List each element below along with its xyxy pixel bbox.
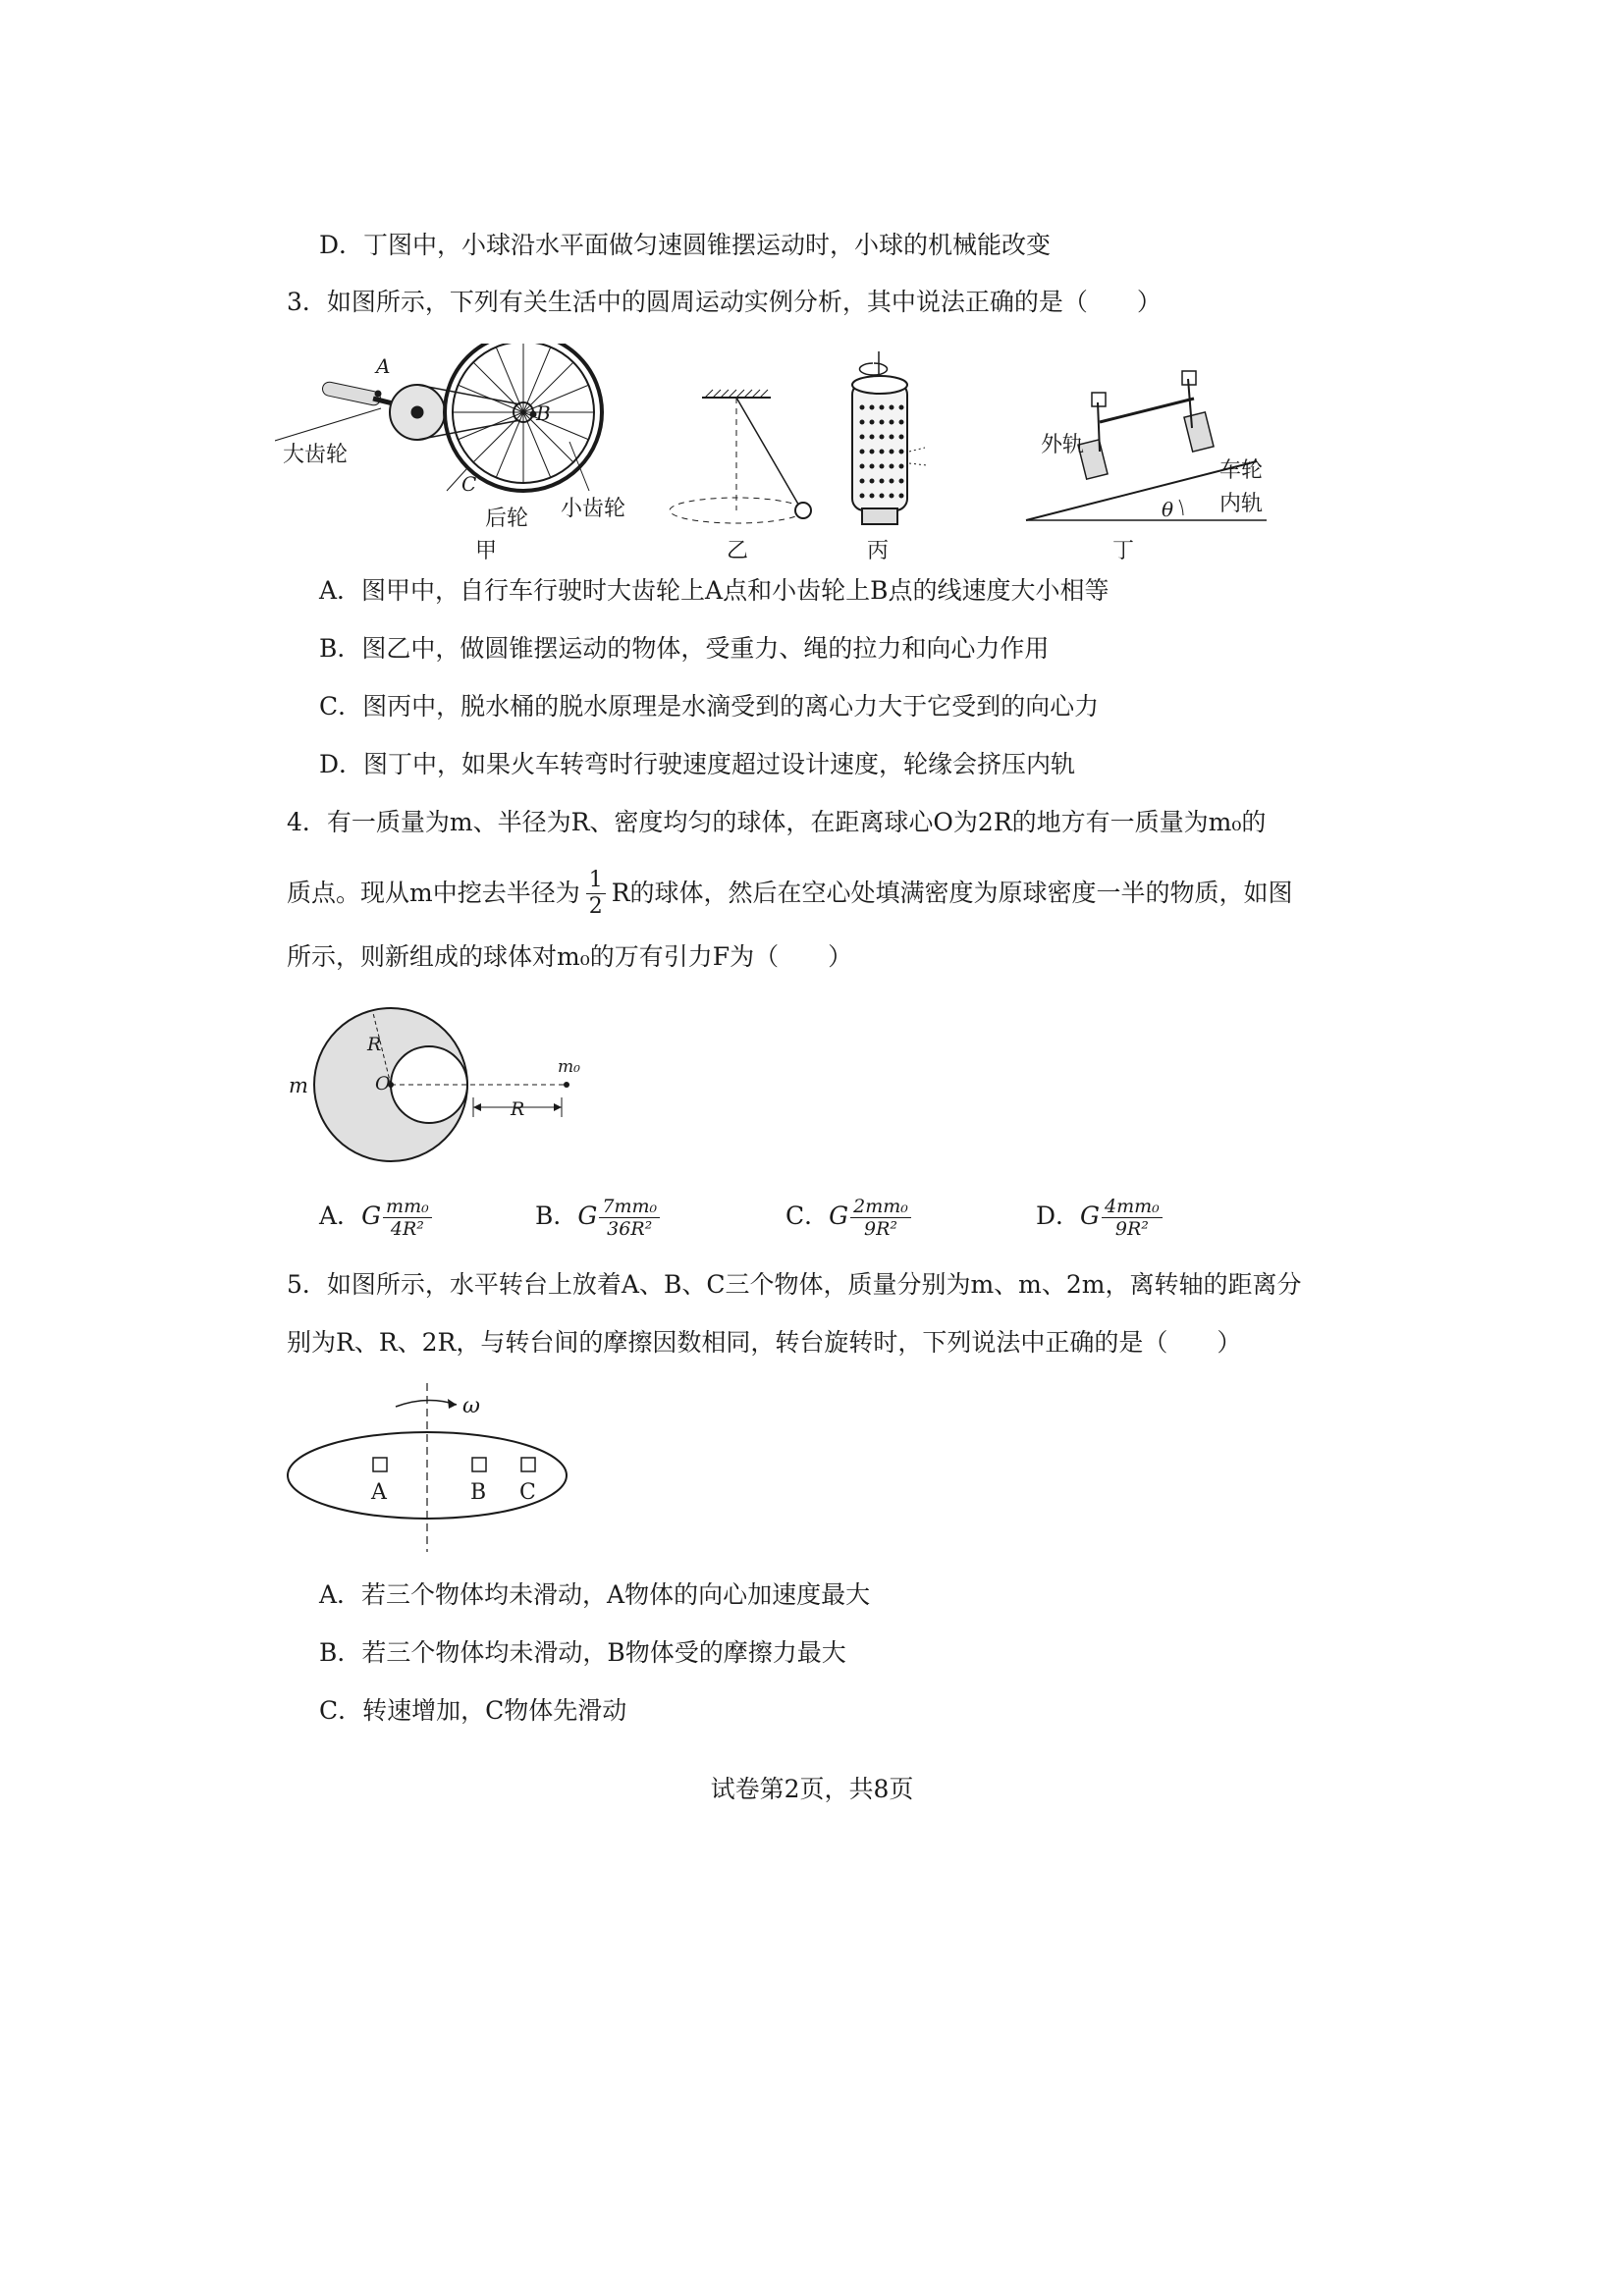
caption-bing: 丙 xyxy=(867,539,890,563)
fraction-numerator: 2mm₀ xyxy=(850,1196,911,1218)
q4-option-d xyxy=(1036,1196,1164,1240)
q4-sphere-figure xyxy=(285,991,599,1168)
label-inner-rail: 内轨 xyxy=(1219,492,1264,516)
option-fraction xyxy=(850,1196,911,1240)
q3-figure xyxy=(275,344,1276,569)
q4-fraction-half xyxy=(586,868,606,920)
option-g: G xyxy=(829,1201,849,1230)
label-object-b: B xyxy=(470,1480,487,1505)
q5-option-b: B．若三个物体均未滑动，B物体受的摩擦力最大 xyxy=(319,1638,846,1667)
bicycle-diagram xyxy=(275,344,602,491)
q4-stem-line2 xyxy=(287,864,1293,923)
q4-stem-line1: 4．有一质量为m、半径为R、密度均匀的球体，在距离球心O为2R的地方有一质量为m₀的 xyxy=(287,808,1267,836)
q5-option-c: C．转速增加，C物体先滑动 xyxy=(319,1696,627,1725)
label-rear-wheel: 后轮 xyxy=(485,507,529,531)
q3-option-c: C．图丙中，脱水桶的脱水原理是水滴受到的离心力大于它受到的向心力 xyxy=(319,692,1100,721)
label-omega: ω xyxy=(462,1394,480,1418)
spin-dryer-diagram xyxy=(852,351,927,524)
fraction-numerator: mm₀ xyxy=(383,1196,432,1218)
q5-turntable-figure xyxy=(280,1379,584,1556)
fraction-denominator: 2 xyxy=(588,893,603,919)
q3-option-d: D．图丁中，如果火车转弯时行驶速度超过设计速度，轮缘会挤压内轨 xyxy=(319,750,1076,778)
q3-stem: 3．如图所示，下列有关生活中的圆周运动实例分析，其中说法正确的是（ ） xyxy=(287,288,1162,316)
caption-yi: 乙 xyxy=(727,539,749,563)
option-fraction xyxy=(383,1196,432,1240)
q4-stem-line2-b: R的球体，然后在空心处填满密度为原球密度一半的物质，如图 xyxy=(611,879,1293,907)
option-label: B． xyxy=(535,1201,578,1230)
label-m: m xyxy=(289,1074,308,1097)
option-g: G xyxy=(361,1201,382,1230)
q3-option-b: B．图乙中，做圆锥摆运动的物体，受重力、绳的拉力和向心力作用 xyxy=(319,634,1050,663)
q4-option-b xyxy=(535,1196,662,1240)
q4-option-c xyxy=(785,1196,913,1240)
label-m0: m₀ xyxy=(558,1057,580,1077)
option-g: G xyxy=(577,1201,598,1230)
label-point-b: B xyxy=(536,401,551,425)
page-footer: 试卷第2页，共8页 xyxy=(710,1775,914,1803)
option-g: G xyxy=(1080,1201,1101,1230)
q5-option-a: A．若三个物体均未滑动，A物体的向心加速度最大 xyxy=(319,1580,871,1609)
label-small-gear: 小齿轮 xyxy=(561,497,626,521)
q4-stem-line2-a: 质点。现从m中挖去半径为 xyxy=(287,879,580,907)
label-object-a: A xyxy=(371,1480,387,1505)
label-point-c: C xyxy=(461,472,477,496)
q5-stem-line1: 5．如图所示，水平转台上放着A、B、C三个物体，质量分别为m、m、2m，离转轴的距离分 xyxy=(287,1270,1302,1299)
q2-option-d: D．丁图中，小球沿水平面做匀速圆锥摆运动时，小球的机械能改变 xyxy=(319,231,1052,259)
label-point-a: A xyxy=(376,354,391,378)
option-label: A． xyxy=(319,1201,362,1230)
label-radius-r: R xyxy=(367,1034,382,1055)
conical-pendulum-diagram xyxy=(670,390,811,523)
option-label: D． xyxy=(1036,1201,1081,1230)
label-object-c: C xyxy=(519,1480,536,1505)
caption-jia: 甲 xyxy=(475,539,498,563)
q4-option-a xyxy=(319,1196,434,1240)
fraction-numerator: 7mm₀ xyxy=(599,1196,660,1218)
fraction-numerator: 1 xyxy=(586,868,606,894)
q5-stem-line2: 别为R、R、2R，与转台间的摩擦因数相同，转台旋转时，下列说法中正确的是（ ） xyxy=(287,1328,1242,1357)
fraction-denominator: 36R² xyxy=(607,1218,653,1240)
label-wheel: 车轮 xyxy=(1219,458,1264,483)
fraction-numerator: 4mm₀ xyxy=(1102,1196,1163,1218)
fraction-denominator: 9R² xyxy=(863,1218,897,1240)
caption-ding: 丁 xyxy=(1112,539,1135,563)
fraction-denominator: 9R² xyxy=(1114,1218,1149,1240)
label-center-o: O xyxy=(375,1073,391,1095)
option-label: C． xyxy=(785,1201,830,1230)
fraction-denominator: 4R² xyxy=(390,1218,424,1240)
label-big-gear: 大齿轮 xyxy=(283,443,349,467)
option-fraction xyxy=(599,1196,660,1240)
label-outer-rail: 外轨 xyxy=(1041,433,1085,457)
option-fraction xyxy=(1102,1196,1163,1240)
label-distance-r: R xyxy=(511,1098,525,1120)
q4-stem-line3: 所示，则新组成的球体对m₀的万有引力F为（ ） xyxy=(287,942,853,971)
q3-option-a: A．图甲中，自行车行驶时大齿轮上A点和小齿轮上B点的线速度大小相等 xyxy=(319,576,1110,605)
label-theta: θ xyxy=(1162,498,1174,521)
